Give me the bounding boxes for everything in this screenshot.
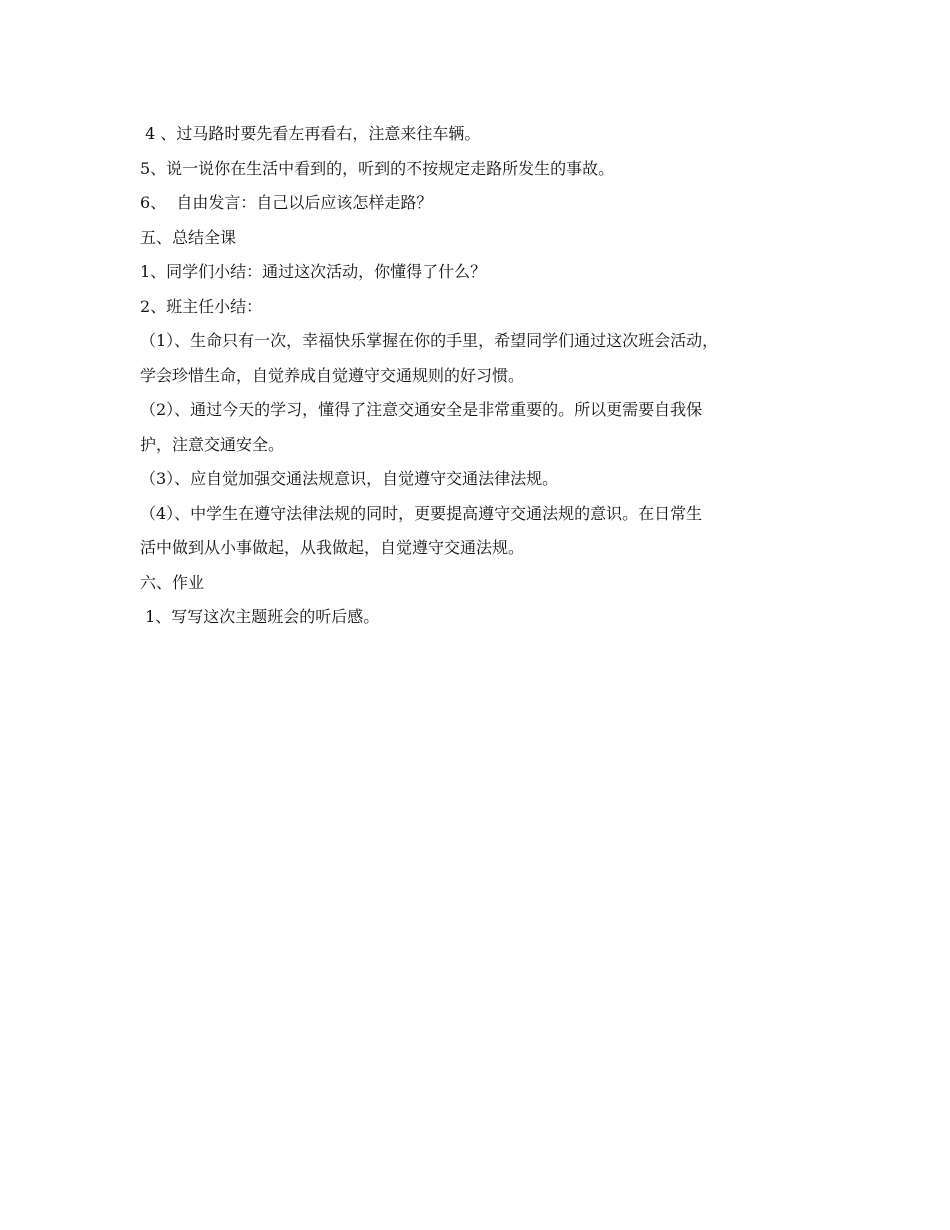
document-body bbox=[140, 117, 830, 635]
homework-item-1: 1、写写这次主题班会的听后感。 bbox=[140, 607, 380, 626]
list-item-6-free-speech: 6、 自由发言：自己以后应该怎样走路？ bbox=[140, 193, 433, 212]
summary-point-1-line-2: 学会珍惜生命，自觉养成自觉遵守交通规则的好习惯。 bbox=[140, 365, 525, 385]
summary-point-1-line-1: （1）、生命只有一次，幸福快乐掌握在你的手里，希望同学们通过这次班会活动， bbox=[140, 331, 719, 350]
summary-point-2-line-1: （2）、通过今天的学习，懂得了注意交通安全是非常重要的。所以更需要自我保 bbox=[140, 400, 703, 419]
section-heading-summary: 五、总结全课 bbox=[140, 227, 237, 247]
summary-point-4-line-1: （4）、中学生在遵守法律法规的同时，更要提高遵守交通法规的意识。在日常生 bbox=[140, 503, 703, 523]
summary-point-2-line-2: 护，注意交通安全。 bbox=[140, 434, 285, 454]
list-item-5-accident-story: 5、说一说你在生活中看到的，听到的不按规定走路所发生的事故。 bbox=[140, 158, 615, 178]
summary-item-1: 1、同学们小结：通过这次活动，你懂得了什么？ bbox=[140, 262, 487, 281]
summary-point-3: （3）、应自觉加强交通法规意识，自觉遵守交通法律法规。 bbox=[140, 469, 559, 488]
section-heading-homework: 六、作业 bbox=[140, 572, 205, 592]
summary-point-4-line-2: 活中做到从小事做起，从我做起，自觉遵守交通法规。 bbox=[140, 538, 525, 557]
list-item-4-cross-road: 4 、过马路时要先看左再看右，注意来往车辆。 bbox=[140, 124, 481, 143]
summary-item-2: 2、班主任小结： bbox=[140, 296, 263, 316]
